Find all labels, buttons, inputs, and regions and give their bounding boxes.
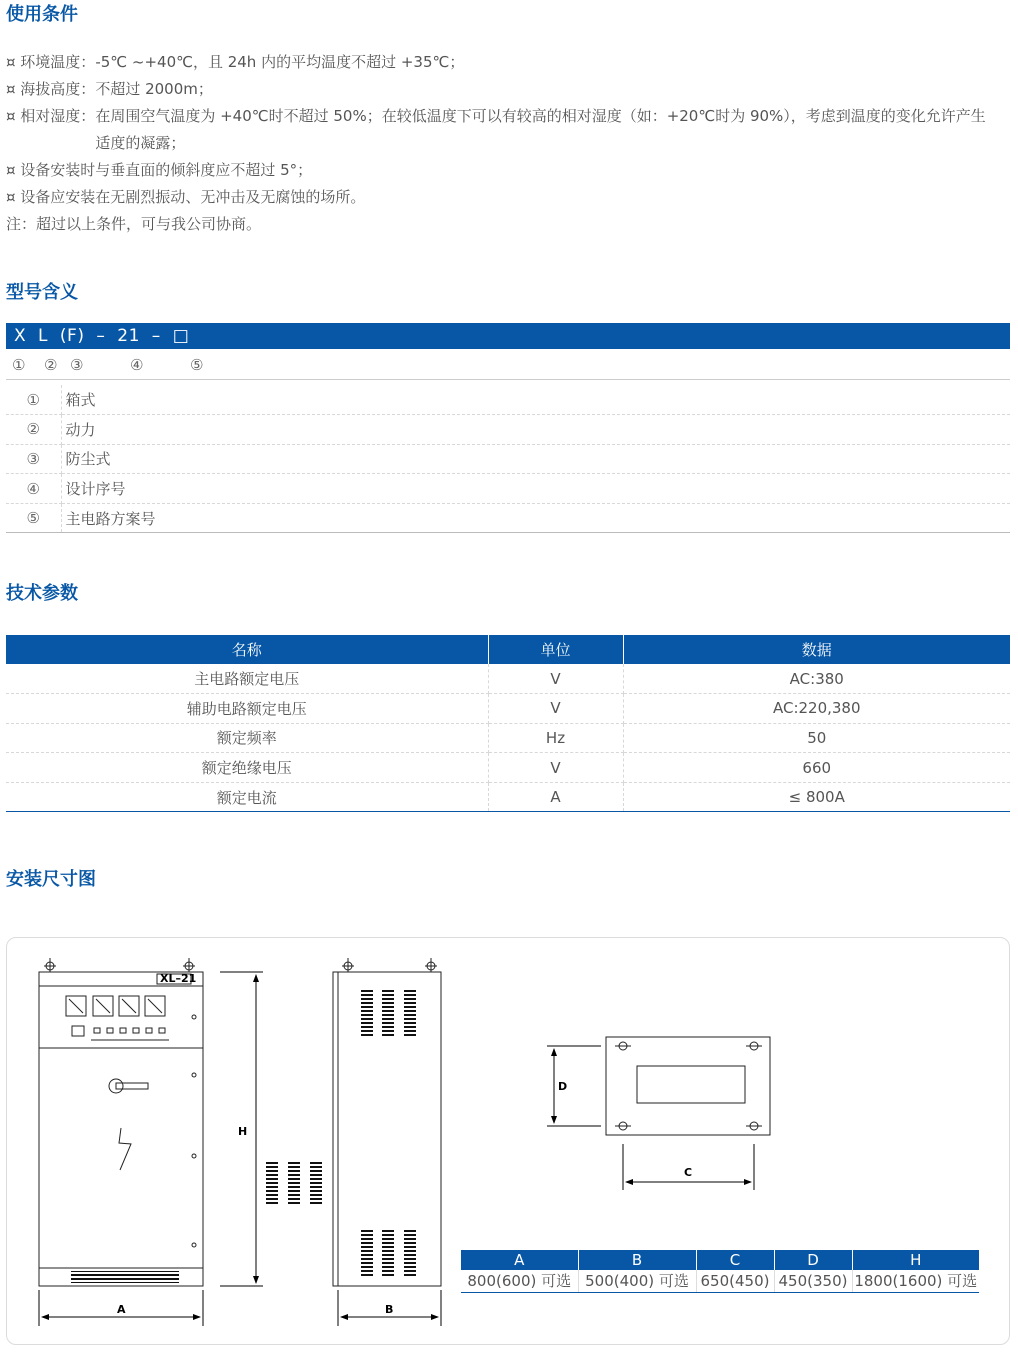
table-header-row	[6, 635, 1010, 664]
side-vent	[361, 990, 373, 1037]
param-name: 额定频率	[6, 723, 488, 753]
side-vent	[382, 1228, 394, 1276]
side-vent	[404, 990, 416, 1037]
dim-label-d: D	[558, 1080, 568, 1093]
dim-label-h: H	[238, 1125, 248, 1138]
param-value: 660	[623, 753, 1010, 783]
condition-note	[6, 211, 1010, 238]
marker-4: ④	[130, 356, 144, 374]
column-header-b: B	[578, 1250, 696, 1270]
side-vent	[404, 1228, 416, 1276]
model-markers	[6, 352, 1010, 380]
cabinet-label: XL–21	[160, 972, 197, 985]
dim-label-a: A	[117, 1303, 126, 1316]
table-row	[6, 782, 1010, 812]
size-value-b: 500(400) 可选	[578, 1270, 696, 1292]
size-value-c: 650(450)	[696, 1270, 774, 1292]
table-row	[6, 753, 1010, 783]
column-header-unit: 单位	[488, 635, 623, 664]
middle-vent	[266, 1161, 278, 1205]
column-header-a: A	[461, 1250, 578, 1270]
condition-item	[6, 103, 1010, 157]
param-name: 辅助电路额定电压	[6, 694, 488, 724]
side-vent	[382, 990, 394, 1037]
param-value: AC:380	[623, 664, 1010, 694]
param-value: ≤ 800A	[623, 782, 1010, 812]
table-row	[6, 694, 1010, 724]
plan-view	[606, 1037, 770, 1135]
table-row	[6, 444, 1010, 474]
front-view	[39, 958, 203, 1286]
middle-vent	[310, 1161, 322, 1205]
param-unit: V	[488, 694, 623, 724]
marker-5: ⑤	[190, 356, 204, 374]
front-vent	[71, 1271, 179, 1283]
condition-label: ¤ 设备应安装在无剧烈振动、无冲击及无腐蚀的场所。	[6, 188, 366, 206]
meaning-text: 设计序号	[61, 474, 1010, 504]
table-row	[461, 1270, 979, 1292]
size-value-d: 450(350)	[774, 1270, 852, 1292]
column-header-h: H	[852, 1250, 979, 1270]
side-vent	[361, 1228, 373, 1276]
table-row	[6, 385, 1010, 415]
param-unit: V	[488, 664, 623, 694]
section-title-conditions: 使用条件	[6, 4, 78, 25]
condition-label: ¤ 设备安装时与垂直面的倾斜度应不超过 5°；	[6, 161, 313, 179]
param-value: AC:220,380	[623, 694, 1010, 724]
column-header-data: 数据	[623, 635, 1010, 664]
params-table	[6, 635, 1010, 812]
table-row	[6, 474, 1010, 504]
section-title-install: 安装尺寸图	[6, 869, 96, 890]
column-header-d: D	[774, 1250, 852, 1270]
param-unit: V	[488, 753, 623, 783]
param-value: 50	[623, 723, 1010, 753]
condition-label: ¤ 环境温度：	[6, 53, 96, 71]
param-name: 额定绝缘电压	[6, 753, 488, 783]
table-row	[6, 503, 1010, 533]
meaning-text: 箱式	[61, 385, 1010, 415]
column-header-c: C	[696, 1250, 774, 1270]
meaning-num: ③	[6, 444, 61, 474]
dim-d	[547, 1046, 601, 1126]
condition-item	[6, 157, 1010, 184]
marker-2: ②	[44, 356, 58, 374]
size-value-h: 1800(1600) 可选	[852, 1270, 979, 1292]
meaning-text: 主电路方案号	[61, 503, 1010, 533]
condition-label: 注：超过以上条件，可与我公司协商。	[6, 215, 262, 233]
meaning-num: ②	[6, 415, 61, 445]
dim-label-c: C	[684, 1166, 693, 1179]
model-code-bar: X L (F) – 21 – □	[6, 323, 1010, 349]
condition-value: -5℃ ~+40℃，且 24h 内的平均温度不超过 +35℃；	[95, 53, 465, 71]
table-header-row	[461, 1250, 979, 1270]
table-row	[6, 415, 1010, 445]
condition-label: ¤ 相对湿度：	[6, 107, 96, 125]
meaning-num: ①	[6, 385, 61, 415]
size-table	[461, 1250, 979, 1293]
table-row	[6, 664, 1010, 694]
param-unit: A	[488, 782, 623, 812]
size-value-a: 800(600) 可选	[461, 1270, 578, 1292]
condition-item	[6, 76, 1010, 103]
dim-label-b: B	[385, 1303, 394, 1316]
meaning-num: ④	[6, 474, 61, 504]
section-title-params: 技术参数	[6, 583, 78, 604]
param-name: 额定电流	[6, 782, 488, 812]
condition-value: 在周围空气温度为 +40℃时不超过 50%；在较低温度下可以有较高的相对湿度（如：+20℃时为 90%），考虑到温度的变化允许产生适度的凝露；	[95, 107, 986, 152]
condition-label: ¤ 海拔高度：	[6, 80, 96, 98]
table-row	[6, 723, 1010, 753]
meaning-num: ⑤	[6, 503, 61, 533]
conditions-list	[6, 49, 1010, 238]
condition-item	[6, 49, 1010, 76]
section-title-model: 型号含义	[6, 282, 78, 303]
model-meaning-table	[6, 385, 1010, 533]
marker-3: ③	[70, 356, 84, 374]
meaning-text: 动力	[61, 415, 1010, 445]
marker-1: ①	[12, 356, 26, 374]
param-name: 主电路额定电压	[6, 664, 488, 694]
condition-item	[6, 184, 1010, 211]
param-unit: Hz	[488, 723, 623, 753]
middle-vent	[288, 1161, 300, 1205]
condition-value: 不超过 2000m；	[95, 80, 213, 98]
column-header-name: 名称	[6, 635, 488, 664]
meaning-text: 防尘式	[61, 444, 1010, 474]
